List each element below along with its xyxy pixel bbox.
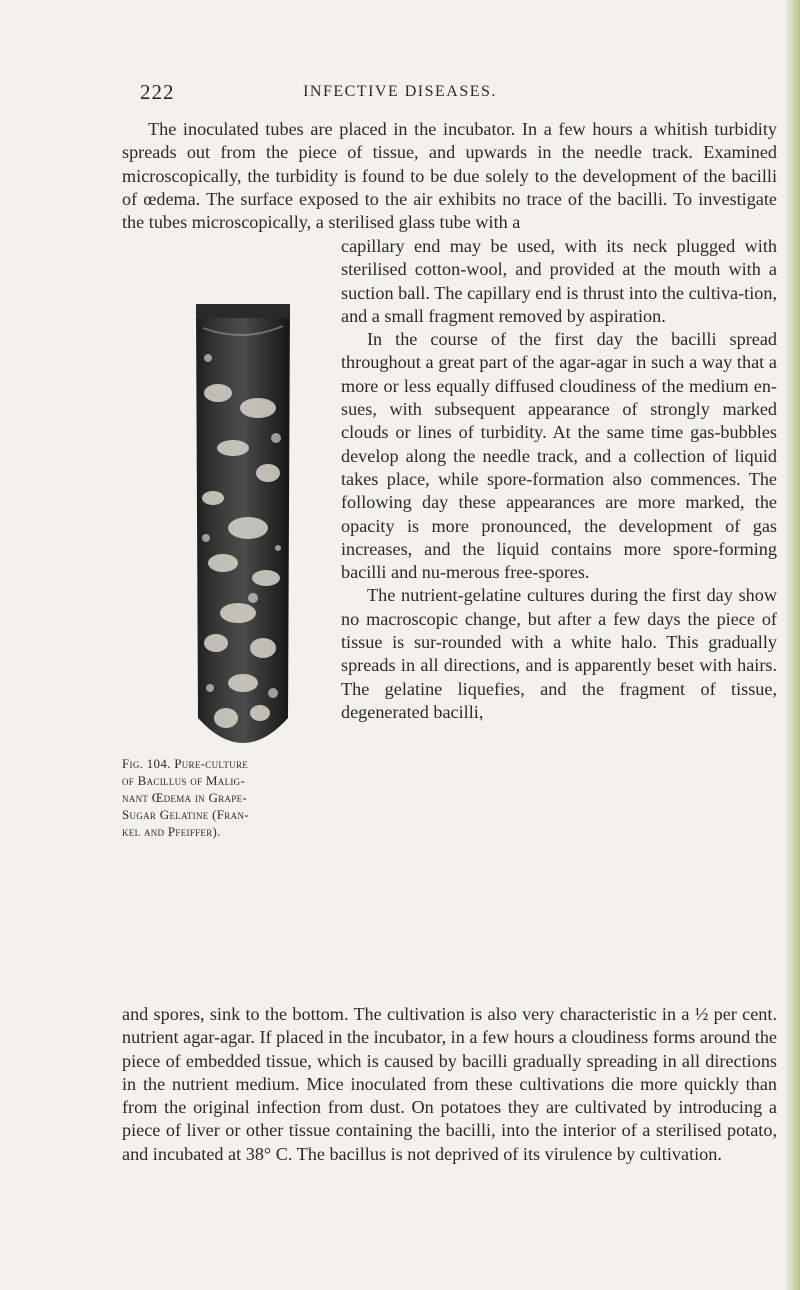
culture-tube-figure <box>188 298 298 760</box>
paragraph: capillary end may be used, with its neck plugged with sterilised cotton-wool, and provided at the mouth with a suction ball. The capillary end is thrust into the cultiva-tion, and a small fragment removed by aspiration. <box>341 236 777 326</box>
paragraph: and spores, sink to the bottom. The cultivation is also very characteristic in a ½ per cent. nutrient agar-agar. If placed in the incubator, in a few hours a cloudiness forms around the piece of embedded tissue, which is caused by bacilli gradually spreading in all directions in the nutrient medium. Mice inoculated from these cultivations die more quickly than from the original infection from dust. On potatoes they are cultivated by introducing a piece of liver or other tissue containing the bacilli, into the interior of a sterilised potato, and incubated at 38° C. The bacillus is not deprived of its virulence by cultivation. <box>122 1004 777 1164</box>
paragraph: In the course of the first day the bacilli spread throughout a great part of the agar-agar in such a way that a more or less equally diffused cloudiness of the medium en-sues, with subsequent appearance of strongly marked clouds or lines of turbidity. At the same time gas-bubbles develop along the needle track, and a collection of liquid takes place, while spore-formation also commences. The following day these appearances are more marked, the opacity is more pronounced, the development of gas increases, and the liquid contains more spore-forming bacilli and nu-merous free-spores. <box>341 329 777 583</box>
paragraph: The nutrient-gelatine cultures during the first day show no macroscopic change, but after a few days the piece of tissue is sur-rounded with a white halo. This gradually spreads in all directions, and is apparently beset with hairs. The gelatine liquefies, and the fragment of tissue, degenerated bacilli, <box>341 585 777 722</box>
running-head: INFECTIVE DISEASES. <box>303 83 497 100</box>
body-text-bottom <box>122 1003 777 1166</box>
caption-line: Sugar Gelatine (Fran- <box>122 807 249 822</box>
body-text-side-column <box>341 235 777 724</box>
figure-caption <box>122 755 328 840</box>
page-edge <box>786 0 800 1290</box>
caption-line: Fig. 104. Pure-culture <box>122 756 249 771</box>
culture-tube-illustration <box>188 298 298 760</box>
caption-line: kel and Pfeiffer). <box>122 824 221 839</box>
page-header <box>0 80 800 110</box>
caption-line: nant Œdema in Grape- <box>122 790 248 805</box>
body-text-top <box>122 118 777 234</box>
caption-line: of Bacillus of Malig- <box>122 773 246 788</box>
page-number: 222 <box>140 80 175 104</box>
paragraph: The inoculated tubes are placed in the incubator. In a few hours a whitish turbidity spreads out from the piece of tissue, and upwards in the needle track. Examined microscopically, the turbidity is found to be due solely to the development of the bacilli of œdema. The surface exposed to the air exhibits no trace of the bacilli. To investigate the tubes microscopically, a sterilised glass tube with a <box>122 119 777 233</box>
